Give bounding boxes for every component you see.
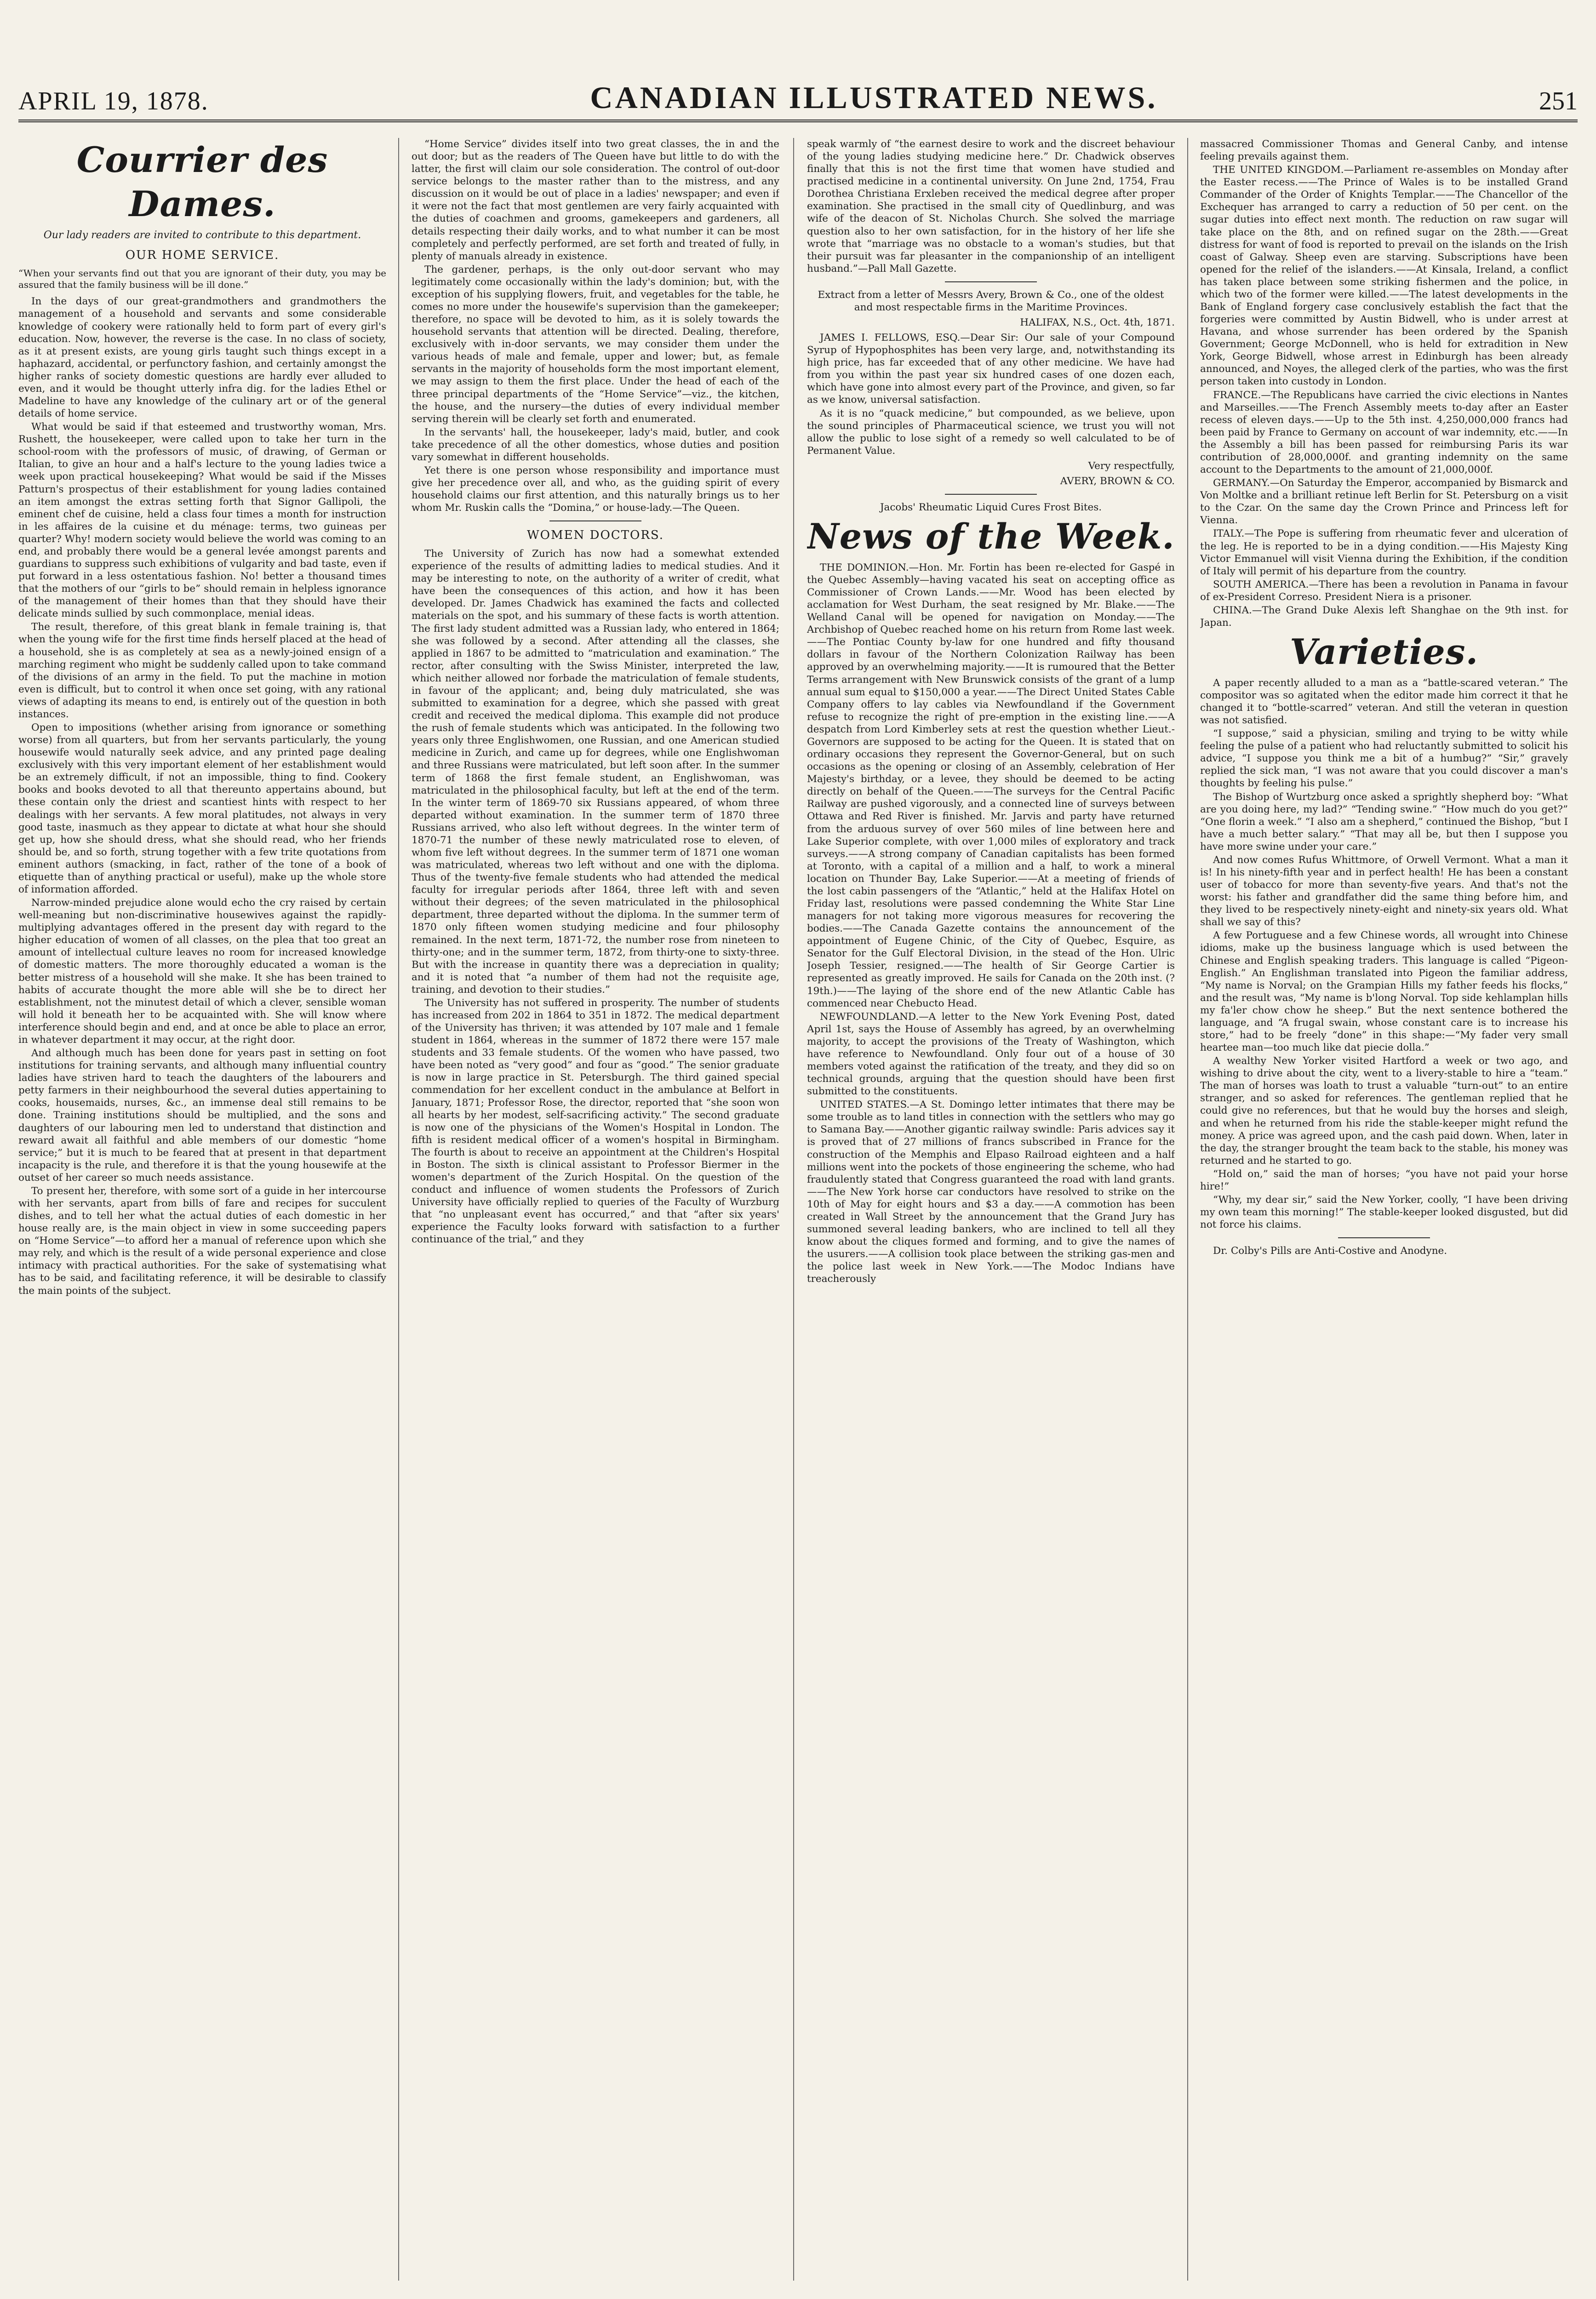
paragraph: The result, therefore, of this great blank in female training is, that when the young wife for the first time finds herself placed at the head of a household, she is as completely at sea as a newly-joined ensign of a marching regiment who might be suddenly called upon to take command of the divisions of an army in the field. To put the machine in motion even is difficult, but to control it when once set going, with any rational views of adapting its means to end, is entirely out of the question in both instances. [18,621,386,720]
column-divider [398,138,399,2281]
article-heading-women-doctors: WOMEN DOCTORS. [526,528,664,543]
letter-signature: AVERY, BROWN & CO. [1060,475,1175,487]
paragraph: The University has not suffered in prosperity. The number of students has increased from 202 in 1864 to 351 in 1872. The medical department of the University has thriven; it was attended by 107 male and 1 female student in 1864, whereas in the summer of 1872 there were 157 male students and 33 female students. Of the women who have passed, two have been noted as “very good” and four as “good.” The senior graduate is now in large practice in St. Petersburgh. The third gained special commendation for her excellent conduct in the ambulance at Belfort in January, 1871; Professor Rose, the director, reported that “she soon won all hearts by her modest, self-sacrificing activity.” The second graduate is now one of the physicians of the Women's Hospital in London. The fifth is resident medical officer of a women's hospital in Birmingham. The fourth is about to receive an appointment at the Children's Hospital in Boston. The sixth is clinical assistant to Professor Biermer in the women's department of the Zurich Hospital. On the question of the conduct and influence of women students the Professors of Zurich University have officially replied to queries of the Faculty of Wurzburg that “no unpleasant event has occurred,” and that “after six years' experience the Faculty looks forward with satisfaction to a further continuance of the trial,” and they [412,997,779,1246]
column-3 [807,138,1175,2281]
letter-signoff: Very respectfully, [1088,460,1175,472]
epigraph-quote: “When your servants find out that you are ignorant of their duty, you may be assured that the family business will be ill done.” [18,267,386,291]
divider [945,281,1037,282]
page-number: 251 [1539,87,1578,115]
section-title-varieties: Varieties. [1289,631,1479,673]
varieties-paragraph: And now comes Rufus Whittmore, of Orwell Vermont. What a man it is! In his ninety-fifth year and in perfect health! He has been a constant user of tobacco for more than seventy-five years. And that's not the worst: his father and grandfather did the same thing before him, and they lived to be respectively ninety-eight and ninety-six years old. What shall we say of this? [1200,854,1568,928]
page-header [18,69,1578,122]
paragraph: “Home Service” divides itself into two great classes, the in and the out door; but as the readers of The Queen have but little to do with the latter, the first will claim our sole consideration. The control of out-door service belongs to the master rather than to the mistress, and any discussion on it would be out of place in a ladies' newspaper; and even if it were not the fact that most gentlemen are very fairly acquainted with the duties of coachmen and grooms, gamekeepers and gardeners, all details respecting their daily works, and to what number it can be most completely and perfectly performed, are set forth and treated of fully, in plenty of manuals already in existence. [412,138,779,262]
varieties-paragraph: “Why, my dear sir,” said the New Yorker, coolly, “I have been driving my own team this morning!” The stable-keeper looked disgusted, but did not force his claims. [1200,1194,1568,1231]
paragraph: The University of Zurich has now had a somewhat extended experience of the results of admitting ladies to medical studies. And it may be interesting to note, on the authority of a writer of credit, what have been the consequences of this action, and how it has been developed. Dr. James Chadwick has examined the facts and collected materials on the spot, and his summary of these facts is worth attention. The first lady student admitted was a Russian lady, who entered in 1864; she was followed by a second. After attending all the classes, she applied in 1867 to be admitted to “matriculation and examination.” The rector, after consulting with the Swiss Minister, interpreted the law, which neither allowed nor forbade the matriculation of female students, in favour of the applicant; and, being duly matriculated, she was submitted to examination for a degree, which she passed with great credit and received the medical diploma. This example did not produce the rush of female students which was anticipated. In the following two years only three Englishwomen, one Russian, and one American studied medicine in Zurich, and came up for degrees, while one Englishwoman and three Russians were matriculated, but left soon after. In the summer term of 1868 the first female student, an Englishwoman, was matriculated in the philosophical faculty, but left at the end of the term. In the winter term of 1869-70 six Russians appeared, of whom three departed without examination. In the summer term of 1870 three Russians arrived, who also left without degrees. In the winter term of 1870-71 the number of these newly matriculated rose to eleven, of whom five left without degrees. In the summer term of 1871 one woman was matriculated, whereas two left without and one with the diploma. Thus of the twenty-five female students who had attended the medical faculty for irregular periods after 1864, three left with and seven without their degrees; of the seven matriculated in the philosophical department, three departed without the diploma. In the summer term of 1870 only fifteen women studying medicine and four philosophy remained. In the next term, 1871-72, the number rose from nineteen to thirty-one; and in the summer term, 1872, from thirty-one to sixty-three. But with the increase in quantity there was a depreciation in quality; and it is noted that “a number of them had not the requisite age, training, and devotion to their studies.” [412,548,779,995]
advertisement-line: Jacobs' Rheumatic Liquid Cures Frost Bites. [880,502,1102,514]
paragraph: What would be said if that esteemed and trustworthy woman, Mrs. Rushett, the housekeeper, were called upon to take her turn in the school-room with the professors of music, of drawing, of German or Italian, to give an hour and a half's lecture to the young ladies twice a week upon practical housekeeping? What would be said if the Misses Patturn's prospectus of their establishment for young ladies contained an item amongst the extras setting forth that Signor Gallipoli, the eminent chef de cuisine, held a class four times a month for instruction in les affaires de la cuisine et du ménage: terms, two guineas per quarter? Why! modern society would believe the world was coming to an end, and probably there would be a general levée amongst parents and guardians to suppress such exhibitions of vulgarity and bad taste, even if put forward in a less ostentatious fashion. No! better a thousand times that the mothers of our “girls to be” should remain in helpless ignorance of the management of their homes than that they should have their delicate minds sullied by such commonplace, menial ideas. [18,421,386,620]
news-paragraph: FRANCE.—The Republicans have carried the civic elections in Nantes and Marseilles.——The French Assembly meets to-day after an Easter recess of eleven days.——Up to the 5th inst. 4,250,000,000 francs had been paid by France to Germany on account of war indemnity, etc.——In the Assembly a bill has been passed for reimbursing Paris its war contribution of 28,000,000f. and granting indemnity on the same account to the Departments to the amount of 21,000,000f. [1200,389,1568,476]
varieties-paragraph: “Hold on,” said the man of horses; “you have not paid your horse hire!” [1200,1168,1568,1192]
section-intro: Our lady readers are invited to contribute to this department. [43,229,361,241]
news-paragraph: NEWFOUNDLAND.—A letter to the New York Evening Post, dated April 1st, says the House of Assembly has agreed, by an overwhelming majority, to accept the provisions of the Treaty of Washington, which have reference to Newfoundland. Only four out of a house of 30 members voted against the ratification of the treaty, and they did so on technical grounds, arguing that the question should have been first submitted to the constituents. [807,1011,1175,1098]
paragraph: In the servants' hall, the housekeeper, lady's maid, butler, and cook take precedence of all the other domestics, whose duties and position vary somewhat in different households. [412,426,779,463]
varieties-paragraph: A few Portuguese and a few Chinese words, all wrought into Chinese idioms, make up the business language which is used between the Chinese and English speaking traders. This language is called “Pigeon-English.” An Englishman translated into Pigeon the familiar address, “My name is Norval; on the Grampian Hills my father feeds his flocks,” and the result was, “My name is b'long Norval. Top side kehlamplan hills my fa'ler chow chow he sheep.” But the next sentence bothered the language, and “A frugal swain, whose constant care is to increase his store,” had to be freely “done” in this shape:—“My fader very small heartee man—too much like dat piecie dolla.” [1200,930,1568,1054]
paragraph: To present her, therefore, with some sort of a guide in her intercourse with her servants, apart from bills of fare and recipes for succulent dishes, and to tell her what the actual duties of each domestic in her house really are, is the main object in view in some succeeding papers on “Home Service”—to afford her a manual of reference upon which she may rely, and which is the result of a wide personal experience and close intimacy with practical authorities. For the sake of systematising what has to be said, and facilitating reference, it will be desirable to classify the main points of the subject. [18,1185,386,1297]
varieties-paragraph: “I suppose,” said a physician, smiling and trying to be witty while feeling the pulse of a patient who had reluctantly submitted to solicit his advice, “I suppose you think me a bit of a humbug?” “Sir,” gravely replied the sick man, “I was not aware that you could discover a man's thoughts by feeling his pulse.” [1200,728,1568,789]
extract-intro: Extract from a letter of Messrs Avery, Brown & Co., one of the oldest and most respectable firms in the Maritime Provinces. [818,289,1164,313]
masthead-title: CANADIAN ILLUSTRATED NEWS. [590,80,1158,115]
paragraph: The gardener, perhaps, is the only out-door servant who may legitimately come occasionally within the lady's dominion; but, with the exception of his supplying flowers, fruit, and vegetables for the table, he comes no more under the housewife's supervision than the gamekeeper; therefore, no space will be devoted to him, as it is solely towards the household servants that attention will be directed. Dealing, therefore, exclusively with in-door servants, we may consider them under the various heads of male and female, upper and lower; but, as female servants in the majority of households form the most important element, we may assign to them the first place. Under the head of each of the three principal departments of the “Home Service”—viz., the kitchen, the house, and the nursery—the duties of every individual member serving therein will be clearly set forth and enumerated. [412,263,779,425]
issue-date: APRIL 19, 1878. [18,87,209,115]
news-paragraph: SOUTH AMERICA.—There has been a revolution in Panama in favour of ex-President Correso. President Niera is a prisoner. [1200,578,1568,603]
paragraph: Narrow-minded prejudice alone would echo the cry raised by certain well-meaning but non-discriminative housewives against the rapidly-multiplying advantages offered in the present day with regard to the higher education of women of all classes, on the plea that too great an amount of intellectual culture leaves no room for increased knowledge of domestic matters. The more thoroughly educated a woman is the better mistress of a household will she make. It she has been trained to habits of accurate thought the more able will she be to direct her establishment, not the minutest detail of which a clever, sensible woman will hold it beneath her to be acquainted with. She will know where interference should begin and end, and at once be able to place an error, in whatever department it may occur, at the right door. [18,897,386,1046]
column-1 [18,138,386,2281]
section-title-news: News of the Week. [807,516,1175,557]
divider [1338,1237,1430,1238]
news-paragraph: UNITED STATES.—A St. Domingo letter intimates that there may be some trouble as to land titles in connection with the settlers who may go to Samana Bay.——Another gigantic railway swindle: Paris advices say it is proved that of 27 millions of francs subscribed in France for the construction of the Memphis and Elpaso Railroad eighteen and a half millions went into the pockets of those engineering the scheme, who had fraudulently stated that Congress guaranteed the road with land grants.——The New York horse car conductors have resolved to strike on the 10th of May for eight hours and $3 a day.——A commotion has been created in Wall Street by the announcement that the Grand Jury has summoned several leading bankers, who are inclined to tell all they know about the cliques formed and forming, and to give the names of the usurers.——A collision took place between the striking gas-men and the police last week in New York.——The Modoc Indians have treacherously [807,1099,1175,1285]
varieties-paragraph: A wealthy New Yorker visited Hartford a week or two ago, and wishing to drive about the city, went to a livery-stable to hire a “team.” The man of horses was loath to trust a valuable “turn-out” to an entire stranger, and so asked for references. The gentleman replied that he could give no references, but that he would buy the horses and sleigh, and when he returned from his ride the stable-keeper might refund the money. A price was agreed upon, and the cash paid down. When, later in the day, the stranger brought the team back to the stable, his money was returned and he started to go. [1200,1055,1568,1167]
paragraph: In the days of our great-grandmothers and grandmothers the management of a household and servants and some considerable knowledge of cookery were rationally held to form part of every girl's education. Now, however, the reverse is the case. In no class of society, as it at present exists, are young girls taught such things except in a haphazard, accidental, or perfunctory fashion, and certainly amongst the higher ranks of society domestic questions are hardly ever alluded to even, and it would be thought utterly infra dig. for the ladies Ethel or Madeline to have any knowledge of the culinary art or of the general details of home service. [18,296,386,420]
paragraph: And although much has been done for years past in setting on foot institutions for training servants, and although many influential country ladies have striven hard to teach the daughters of the labourers and petty farmers in their neighbourhood the several duties appertaining to cooks, housemaids, nurses, &c., an immense deal still remains to be done. Training institutions should be multiplied, and the sons and daughters of our labouring men led to understand that distinction and reward await all faithful and able members of our domestic “home service;” but it is much to be feared that at present in that department incapacity is the rule, and therefore it is that the young housewife at the outset of her career so much needs assistance. [18,1047,386,1184]
letter-paragraph: JAMES I. FELLOWS, ESQ.—Dear Sir: Our sale of your Compound Syrup of Hypophosphites has been very large, and, notwithstanding its high price, has far exceeded that of any other medicine. We have had from you within the past year six hundred cases of one dozen each, which have gone into almost every part of the Province, and given, so far as we know, universal satisfaction. [807,332,1175,406]
column-2 [412,138,779,2281]
paragraph: speak warmly of “the earnest desire to work and the discreet behaviour of the young ladies studying medicine here.” Dr. Chadwick observes finally that this is not the first time that women have studied and practised medicine in a continental university. On June 2nd, 1754, Frau Dorothea Christiana Erxleben received the medical degree after proper examination. She practised in the small city of Quedlinburg, and was wife of the deacon of St. Nicholas Church. She solved the marriage question also to her own satisfaction, for in the history of her life she wrote that “marriage was no obstacle to a woman's studies, but that their pursuit was far pleasanter in the companionship of an intelligent husband.”—Pall Mall Gazette. [807,138,1175,275]
divider [549,520,641,521]
news-paragraph: THE UNITED KINGDOM.—Parliament re-assembles on Monday after the Easter recess.——The Prince of Wales is to be installed Grand Commander of the Order of Knights Templar.——The Chancellor of the Exchequer has arranged to carry a reduction of 50 per cent. on the sugar duties into effect next month. The reduction on raw sugar will take place on the 8th, and on refined sugar on the 28th.——Great distress for want of food is reported to prevail on the islands on the Irish coast of Galway. Sheep even are starving. Subscriptions have been opened for the relief of the islanders.——At Kinsala, Ireland, a conflict has taken place between some striking fishermen and the police, in which two of the former were killed.——The latest developments in the Bank of England forgery case conclusively establish the fact that the forgeries were committed by Austin Bidwell, who is under arrest at Havana, and whose surrender has been ordered by the Spanish Government; George McDonnell, who is held for extradition in New York, George Bidwell, whose arrest in Edinburgh has been already announced, and Noyes, the alleged clerk of the parties, who was the first person taken into custody in London. [1200,164,1568,388]
news-paragraph: massacred Commissioner Thomas and General Canby, and intense feeling prevails against them. [1200,138,1568,163]
column-4 [1200,138,1568,2281]
divider [945,494,1037,495]
paragraph: Open to impositions (whether arising from ignorance or something worse) from all quarters, but from her servants particularly, the young housewife would naturally seek advice, and any printed page dealing exclusively with this very important element of her establishment would be an extremely difficult, if not an impossible, thing to find. Cookery books and books devoted to all that thereunto appertains abound, but these contain only the driest and scantiest hints with respect to her dealings with her servants. A few moral platitudes, not always in very good taste, inasmuch as they appear to dictate at what hour she should get up, how she should dress, what she should read, who her friends should be, and so forth, strung together with a few trite quotations from eminent authors (smacking, in fact, rather of the tone of a book of etiquette than of anything practical or useful), make up the whole store of information afforded. [18,722,386,896]
paragraph: Yet there is one person whose responsibility and importance must give her precedence over all, and who, as the guiding spirit of every household claims our first attention, and this naturally brings us to her whom Mr. Ruskin calls the “Domina,” or house-lady.—The Queen. [412,465,779,514]
section-title-courrier: Courrier des Dames. [76,139,328,224]
varieties-paragraph: A paper recently alluded to a man as a “battle-scared veteran.” The compositor was so agitated when the editor made him correct it that he changed it to “bottle-scarred” veteran. And still the veteran in question was not satisfied. [1200,677,1568,726]
dateline: HALIFAX, N.S., Oct. 4th, 1871. [1020,317,1175,329]
news-paragraph: GERMANY.—On Saturday the Emperor, accompanied by Bismarck and Von Moltke and a brilliant retinue left Berlin for St. Petersburg on a visit to the Czar. On the same day the Crown Prince and Princess left for Vienna. [1200,477,1568,526]
closing-advertisement: Dr. Colby's Pills are Anti-Costive and Anodyne. [1213,1245,1447,1257]
varieties-paragraph: The Bishop of Wurtzburg once asked a sprightly shepherd boy: “What are you doing here, my lad?” “Tending swine.” “How much do you get?” “One florin a week.” “I also am a shepherd,” continued the Bishop, “but I have a much better salary.” “That may all be, but then I suppose you have more swine under your care.” [1200,791,1568,852]
news-paragraph: ITALY.—The Pope is suffering from rheumatic fever and ulceration of the leg. He is reported to be in a dying condition.——His Majesty King Victor Emmanuel will visit Vienna during the Exhibition, if the condition of Italy will permit of his departure from the country. [1200,528,1568,577]
news-paragraph: CHINA.—The Grand Duke Alexis left Shanghae on the 9th inst. for Japan. [1200,604,1568,629]
column-divider [1187,138,1188,2281]
article-heading-home-service: OUR HOME SERVICE. [125,248,280,263]
column-divider [793,138,794,2281]
news-paragraph: THE DOMINION.—Hon. Mr. Fortin has been re-elected for Gaspé in the Quebec Assembly—having vacated his seat on accepting office as Commissioner of Crown Lands.——Mr. Wood has been elected by acclamation for West Durham, the seat resigned by Mr. Blake.——The Welland Canal will be opened for navigation on Monday.——The Archbishop of Quebec reached home on his return from Rome last week.——The Pontiac County by-law for one hundred and fifty thousand dollars in favour of the Northern Colonization Railway has been approved by an overwhelming majority.——It is rumoured that the Better Terms arrangement with New Brunswick consists of the grant of a lump annual sum equal to $150,000 a year.——The Direct United States Cable Company offers to lay cables via Newfoundland if the Government refuse to recognize the right of pre-emption in the existing line.——A despatch from Lord Kimberley sets at rest the question whether Lieut.-Governors are supposed to be acting for the Queen. It is stated that on ordinary occasions they represent the Governor-General, but on such occasions as the opening or closing of an Assembly, celebration of Her Majesty's birthday, or a levee, they should be deemed to be acting directly on behalf of the Queen.——The surveys for the Central Pacific Railway are pushed vigorously, and a connected line of surveys between Ottawa and Red River is finished. Mr. Jarvis and party have returned from the arduous survey of over 560 miles of line between here and Lake Superior complete, with over 1,000 miles of exploratory and track surveys.——A strong company of Canadian capitalists has been formed at Toronto, with a capital of a million and a half, to work a mineral location on Thunder Bay, Lake Superior.——At a meeting of friends of the lost cabin passengers of the “Atlantic,” held at the Halifax Hotel on Friday last, resolutions were passed condemning the White Star Line managers for not taking more vigorous measures for recovering the bodies.——The Canada Gazette contains the announcement of the appointment of Eugene Chinic, of the City of Quebec, Esquire, as Senator for the Gulf Electoral Division, in the stead of the Hon. Ulric Joseph Tessier, resigned.——The health of Sir George Cartier is represented as greatly improved. He sails for Canada on the 20th inst. (? 19th.)——The laying of the shore end of the new Atlantic Cable has commenced near Chebucto Head. [807,561,1175,1009]
letter-paragraph: As it is no “quack medicine,” but compounded, as we believe, upon the sound principles of Pharmaceutical science, we trust you will not allow the public to lose sight of a remedy so well calculated to be of Permanent Value. [807,407,1175,457]
